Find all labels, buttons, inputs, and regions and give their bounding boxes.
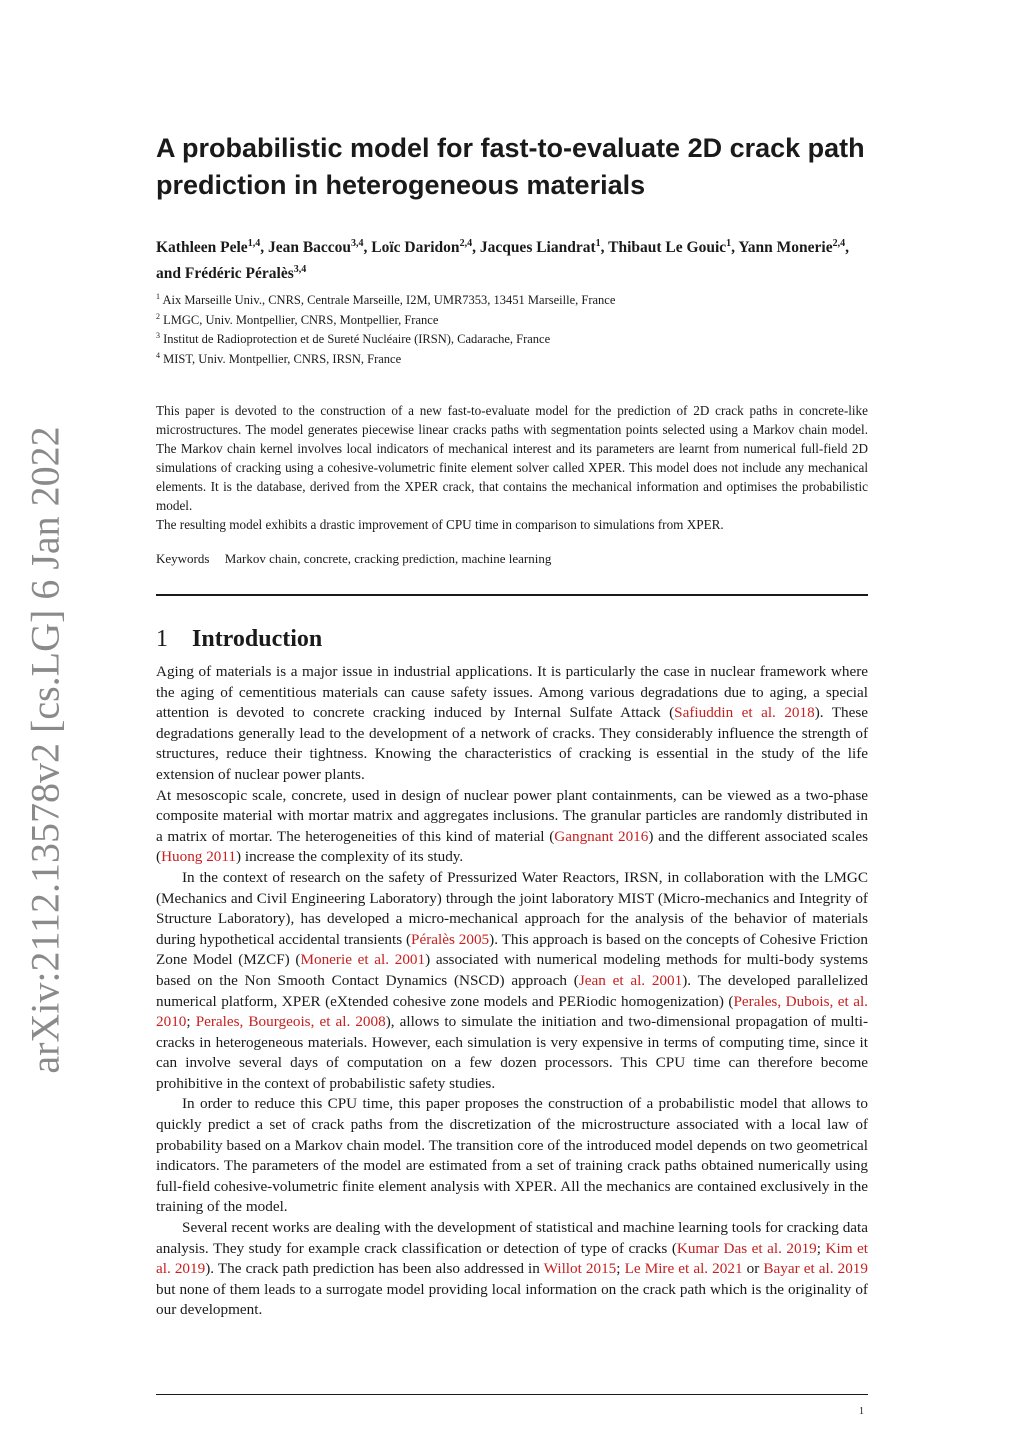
keywords-label: Keywords [156,551,210,566]
abstract-paragraph-2: The resulting model exhibits a drastic improvement of CPU time in comparison to simulations from XPER. [156,517,724,532]
author-name: Kathleen Pele [156,239,248,257]
author-list [156,233,868,285]
author-separator: , [731,239,739,257]
body-paragraph [156,868,868,1095]
paragraph-text: but none of them leads to a surrogate model providing local information on the crack path which is the originality of our development. [156,1280,868,1319]
introduction-body [156,662,868,1321]
author-affiliation-marker: 3,4 [351,238,364,249]
author-name: Jean Baccou [267,239,352,257]
footer-rule [156,1394,868,1395]
citation-link[interactable]: Monerie et al. 2001 [300,951,426,969]
paragraph-text: ) increase the complexity of its study. [236,848,464,866]
author-affiliation-marker: 1 [595,238,601,249]
citation-link[interactable]: Jean et al. 2001 [578,971,683,989]
author-affiliation-marker: 2,4 [832,238,846,249]
affiliation-text: LMGC, Univ. Montpellier, CNRS, Montpellier, France [163,312,439,327]
abstract-paragraph-1: This paper is devoted to the construction of a new fast-to-evaluate model for the prediction of 2D crack paths in concrete-like microstructures. The model generates piecewise linear cracks paths with segmentation points selected using a Markov chain model. The Markov chain kernel involves local indicators of mechanical interest and its parameters are learnt from numerical full-field 2D simulations of cracking using a cohesive-volumetric finite element solver called XPER. This model does not include any mechanical elements. It is the database, derived from the XPER crack, that contains the mechanical information and optimises the probabilistic model. [156,403,868,513]
affiliation-number: 4 [156,350,160,360]
section-heading [156,626,322,653]
paragraph-text: ). The developed parallelized numerical platform, XPER (eXtended cohesive zone models and PERiodic homogenization) ( [156,971,868,1010]
paragraph-text: Several recent works are dealing with the development of statistical and machine learning tools for cracking data analysis. They study for example crack classification or detection of type of cracks ( [156,1219,868,1257]
author-name: Jacques Liandrat [479,239,596,257]
author-separator: , [363,239,372,257]
affiliation-text: Institut de Radioprotection et de Sureté Nucléaire (IRSN), Cadarache, France [163,332,551,347]
affiliation-number: 3 [156,331,160,341]
citation-link[interactable]: Huong 2011 [161,848,237,866]
section-number: 1 [156,626,168,652]
section-divider [156,594,868,596]
affiliation-text: MIST, Univ. Montpellier, CNRS, IRSN, France [163,352,402,367]
keywords-list: Markov chain, concrete, cracking prediction, machine learning [224,551,552,566]
author-affiliation-marker: 2,4 [459,238,473,249]
paragraph-text: ; [816,1239,826,1257]
paragraph-text: At mesoscopic scale, concrete, used in design of nuclear power plant containments, can be viewed as a two-phase composite material with mortar matrix and aggregates inclusions. The granular particles are randomly distributed in a matrix of mortar. The heterogeneities of this kind of material ( [156,786,868,845]
author-affiliation-marker: 1 [726,238,732,249]
paragraph-text: ; [616,1260,625,1278]
paragraph-text: ), allows to simulate the initiation and two-dimensional propagation of multi-cracks in heterogeneous materials. However, each simulation is very expensive in terms of computing time, since it can involve several days of computation on a few dozen processors. This CPU time can therefore become prohibitive in the context of probabilistic safety studies. [156,1013,869,1092]
paragraph-text: ). This approach is based on the concepts of Cohesive Friction Zone Model (MZCF) ( [156,930,868,969]
citation-link[interactable]: Safiuddin et al. 2018 [674,704,815,722]
arxiv-identifier[interactable]: arXiv:2112.13578v2 [cs.LG] 6 Jan 2022 [22,426,68,1074]
affiliation-list [156,289,868,368]
paragraph-text: ). The crack path prediction has been also addressed in [205,1260,544,1278]
citation-link[interactable]: Kim et al. 2019 [156,1239,868,1278]
paragraph-text: In the context of research on the safety of Pressurized Water Reactors, IRSN, in collaboration with the LMGC (Mechanics and Civil Engineering Laboratory) through the joint laboratory MIST (Micro-mechanics and Integrity of Structure Laboratory), has developed a micro-mechanical approach for the analysis of the behavior of materials during hypothetical accidental transients ( [156,868,868,948]
author-name: Yann Monerie [738,239,833,257]
paper-title [156,130,886,204]
paragraph-text: ) associated with numerical modeling methods for multi-body systems based on the Non Smooth Contact Dynamics (NSCD) approach ( [156,951,869,989]
arxiv-sidebar [0,0,100,1448]
citation-link[interactable]: Perales, Dubois, et al. 2010 [156,992,868,1031]
affiliation-number: 2 [156,311,160,321]
citation-link[interactable]: Gangnant 2016 [554,827,649,845]
author-separator: , [260,239,268,257]
paragraph-text: In order to reduce this CPU time, this paper proposes the construction of a probabilistic model that allows to quickly predict a set of crack paths from the discretization of the microstructure associated with a local law of probability based on a Markov chain model. The transition core of the introduced model depends on two geometrical indicators. The parameters of the model are estimated from a set of training crack paths obtained numerically using full-field cohesive-volumetric finite element analysis with XPER. All the mechanics are contained exclusively in the training of the model. [156,1095,868,1216]
citation-link[interactable]: Kumar Das et al. 2019 [676,1239,817,1257]
citation-link[interactable]: Le Mire et al. 2021 [624,1260,743,1278]
title-line-2: prediction in heterogeneous materials [156,170,646,200]
affiliation-number: 1 [156,292,160,301]
body-paragraph [156,786,868,868]
author-affiliation-marker: 1,4 [247,238,261,249]
citation-link[interactable]: Perales, Bourgeois, et al. 2008 [195,1013,386,1031]
paragraph-text: or [742,1260,764,1278]
author-affiliation-marker: 3,4 [293,264,307,276]
author-name: Thibaut Le Gouic [608,239,727,257]
affiliation [156,309,868,329]
author-name: Frédéric Péralès [184,265,294,283]
page-number: 1 [859,1406,864,1417]
author-separator: , [600,239,609,257]
paragraph-text: Aging of materials is a major issue in industrial applications. It is particularly the case in nuclear framework where the aging of cementitious materials can cause safety issues. Among various degradations due to aging, a special attention is devoted to concrete cracking induced by Internal Sulfate Attack ( [156,663,868,722]
affiliation [156,289,868,309]
section-title: Introduction [192,626,323,652]
abstract [156,401,868,534]
body-paragraph [156,1218,868,1321]
keywords [156,550,868,568]
citation-link[interactable]: Péralès 2005 [411,930,490,948]
paragraph-text: ). These degradations generally lead to the development of a network of cracks. They considerably influence the strength of structures, reduce their tightness. Knowing the characteristics of cracking is essential in the study of the life extension of nuclear power plants. [156,704,869,783]
affiliation [156,348,868,368]
body-paragraph [156,1094,868,1218]
body-paragraph [156,662,868,786]
author-name: Loïc Daridon [371,239,460,257]
paragraph-text: ; [186,1013,196,1031]
citation-link[interactable]: Bayar et al. 2019 [763,1260,868,1278]
affiliation-text: Aix Marseille Univ., CNRS, Centrale Marseille, I2M, UMR7353, 13451 Marseille, France [162,293,616,308]
author-separator: , [472,239,480,257]
affiliation [156,328,868,348]
citation-link[interactable]: Willot 2015 [543,1260,617,1278]
author-separator: , and [156,239,849,283]
paragraph-text: ) and the different associated scales ( [156,827,868,866]
title-line-1: A probabilistic model for fast-to-evaluate 2D crack path [156,133,865,163]
